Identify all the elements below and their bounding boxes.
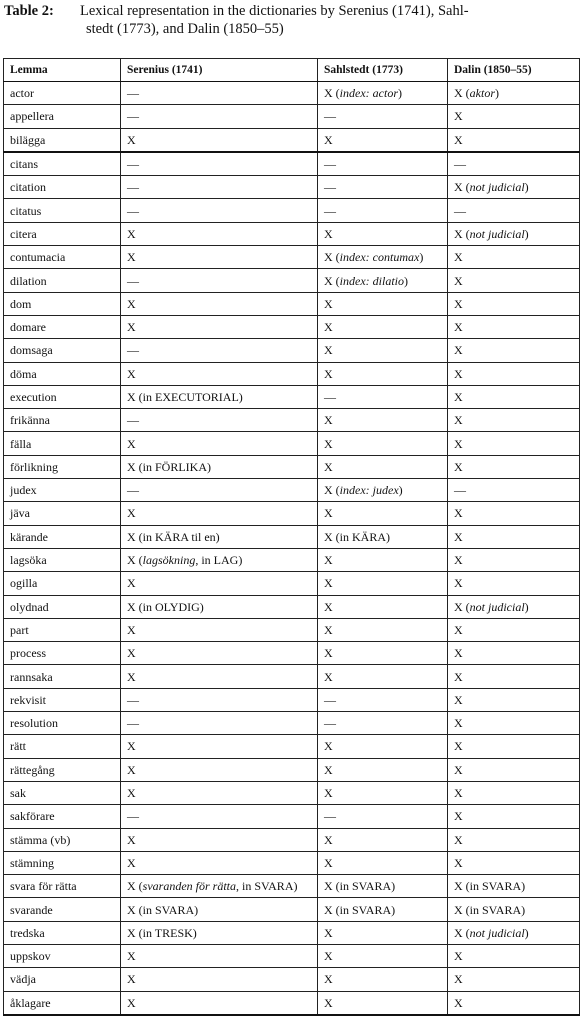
table-row — [4, 828, 580, 851]
table-row — [4, 921, 580, 944]
sahlstedt-cell: X — [318, 409, 448, 432]
dalin-cell: X — [448, 572, 580, 595]
lemma-cell: bilägga — [4, 128, 121, 152]
sahlstedt-cell: — — [318, 805, 448, 828]
dalin-cell: X — [448, 944, 580, 967]
header-dalin: Dalin (1850–55) — [448, 59, 580, 82]
lemma-cell: olydnad — [4, 595, 121, 618]
lemma-cell: kärande — [4, 525, 121, 548]
table-body — [4, 82, 580, 1015]
table-row — [4, 432, 580, 455]
serenius-cell: X — [121, 432, 318, 455]
dalin-cell: X — [448, 548, 580, 571]
header-serenius: Serenius (1741) — [121, 59, 318, 82]
lemma-cell: domsaga — [4, 339, 121, 362]
lemma-cell: execution — [4, 385, 121, 408]
dalin-cell: X — [448, 758, 580, 781]
sahlstedt-cell: X — [318, 991, 448, 1015]
lemma-cell: förlikning — [4, 455, 121, 478]
lemma-cell: citera — [4, 222, 121, 245]
dalin-cell: X (in SVARA) — [448, 898, 580, 921]
lemma-cell: sakförare — [4, 805, 121, 828]
table-row — [4, 898, 580, 921]
table-row — [4, 128, 580, 152]
serenius-cell: X — [121, 828, 318, 851]
dalin-cell: X — [448, 828, 580, 851]
lemma-cell: fälla — [4, 432, 121, 455]
serenius-cell: X — [121, 968, 318, 991]
lemma-cell: ogilla — [4, 572, 121, 595]
table-row — [4, 851, 580, 874]
table-row — [4, 548, 580, 571]
dalin-cell: X — [448, 525, 580, 548]
dalin-cell: X (not judicial) — [448, 176, 580, 199]
table-row — [4, 968, 580, 991]
sahlstedt-cell: X — [318, 432, 448, 455]
lemma-cell: döma — [4, 362, 121, 385]
table-header-row — [4, 59, 580, 82]
lemma-cell: rannsaka — [4, 665, 121, 688]
sahlstedt-cell: — — [318, 176, 448, 199]
serenius-cell: — — [121, 339, 318, 362]
dalin-cell: X — [448, 688, 580, 711]
table-row — [4, 152, 580, 176]
dalin-cell: X — [448, 385, 580, 408]
sahlstedt-cell: X — [318, 735, 448, 758]
dalin-cell: X — [448, 128, 580, 152]
lemma-cell: vädja — [4, 968, 121, 991]
serenius-cell: X — [121, 618, 318, 641]
table-row — [4, 991, 580, 1015]
serenius-cell: X — [121, 735, 318, 758]
table-row — [4, 735, 580, 758]
sahlstedt-cell: X — [318, 455, 448, 478]
sahlstedt-cell: X — [318, 665, 448, 688]
sahlstedt-cell: — — [318, 712, 448, 735]
table-caption — [4, 2, 578, 38]
sahlstedt-cell: — — [318, 688, 448, 711]
header-sahlstedt: Sahlstedt (1773) — [318, 59, 448, 82]
sahlstedt-cell: X — [318, 315, 448, 338]
lemma-cell: stämning — [4, 851, 121, 874]
sahlstedt-cell: X — [318, 851, 448, 874]
table-row — [4, 712, 580, 735]
table-row — [4, 479, 580, 502]
dalin-cell: — — [448, 152, 580, 176]
sahlstedt-cell: X (in KÄRA) — [318, 525, 448, 548]
lemma-cell: part — [4, 618, 121, 641]
table-row — [4, 642, 580, 665]
sahlstedt-cell: X (index: judex) — [318, 479, 448, 502]
sahlstedt-cell: X — [318, 548, 448, 571]
serenius-cell: X — [121, 128, 318, 152]
table-row — [4, 339, 580, 362]
serenius-cell: — — [121, 712, 318, 735]
serenius-cell: X — [121, 502, 318, 525]
serenius-cell: — — [121, 688, 318, 711]
lemma-cell: citatus — [4, 199, 121, 222]
sahlstedt-cell: X — [318, 502, 448, 525]
serenius-cell: — — [121, 409, 318, 432]
lemma-cell: domare — [4, 315, 121, 338]
lemma-cell: citation — [4, 176, 121, 199]
table-row — [4, 944, 580, 967]
serenius-cell: X (svaranden för rätta, in SVARA) — [121, 875, 318, 898]
serenius-cell: X (in KÄRA til en) — [121, 525, 318, 548]
lemma-cell: citans — [4, 152, 121, 176]
serenius-cell: — — [121, 199, 318, 222]
lemma-cell: svara för rätta — [4, 875, 121, 898]
lemma-cell: lagsöka — [4, 548, 121, 571]
dalin-cell: X — [448, 455, 580, 478]
sahlstedt-cell: X (index: actor) — [318, 82, 448, 105]
lemma-cell: jäva — [4, 502, 121, 525]
dalin-cell: X — [448, 665, 580, 688]
table-row — [4, 875, 580, 898]
serenius-cell: — — [121, 82, 318, 105]
table-row — [4, 781, 580, 804]
dalin-cell: X — [448, 642, 580, 665]
dalin-cell: X — [448, 362, 580, 385]
serenius-cell: X — [121, 642, 318, 665]
lemma-cell: dilation — [4, 269, 121, 292]
serenius-cell: X — [121, 292, 318, 315]
table-row — [4, 315, 580, 338]
lexical-table — [3, 58, 580, 1016]
table-row — [4, 176, 580, 199]
table-row — [4, 82, 580, 105]
table-row — [4, 758, 580, 781]
lemma-cell: actor — [4, 82, 121, 105]
table-row — [4, 385, 580, 408]
lemma-cell: åklagare — [4, 991, 121, 1015]
sahlstedt-cell: X — [318, 128, 448, 152]
sahlstedt-cell: X — [318, 828, 448, 851]
lemma-cell: resolution — [4, 712, 121, 735]
header-lemma: Lemma — [4, 59, 121, 82]
serenius-cell: — — [121, 152, 318, 176]
caption-label: Table 2: — [4, 3, 54, 19]
dalin-cell: X (not judicial) — [448, 222, 580, 245]
serenius-cell: X (in TRESK) — [121, 921, 318, 944]
sahlstedt-cell: — — [318, 105, 448, 128]
sahlstedt-cell: X — [318, 642, 448, 665]
sahlstedt-cell: X — [318, 222, 448, 245]
dalin-cell: X — [448, 851, 580, 874]
dalin-cell: X — [448, 105, 580, 128]
lemma-cell: appellera — [4, 105, 121, 128]
dalin-cell: X — [448, 269, 580, 292]
serenius-cell: X (lagsökning, in LAG) — [121, 548, 318, 571]
dalin-cell: X — [448, 432, 580, 455]
sahlstedt-cell: X — [318, 758, 448, 781]
dalin-cell: X (not judicial) — [448, 921, 580, 944]
dalin-cell: X — [448, 968, 580, 991]
sahlstedt-cell: X (index: contumax) — [318, 246, 448, 269]
sahlstedt-cell: — — [318, 152, 448, 176]
table-row — [4, 688, 580, 711]
serenius-cell: X (in FÖRLIKA) — [121, 455, 318, 478]
serenius-cell: X — [121, 944, 318, 967]
dalin-cell: X (aktor) — [448, 82, 580, 105]
table-row — [4, 805, 580, 828]
table-row — [4, 455, 580, 478]
serenius-cell: X — [121, 781, 318, 804]
sahlstedt-cell: X (index: dilatio) — [318, 269, 448, 292]
lemma-cell: frikänna — [4, 409, 121, 432]
serenius-cell: — — [121, 479, 318, 502]
lemma-cell: rekvisit — [4, 688, 121, 711]
lemma-cell: sak — [4, 781, 121, 804]
table-row — [4, 269, 580, 292]
caption-text-line1: Lexical representation in the dictionaries by Serenius (1741), Sahl- — [80, 3, 469, 19]
sahlstedt-cell: X (in SVARA) — [318, 898, 448, 921]
dalin-cell: X (in SVARA) — [448, 875, 580, 898]
dalin-cell: X — [448, 246, 580, 269]
table-row — [4, 246, 580, 269]
serenius-cell: — — [121, 105, 318, 128]
sahlstedt-cell: X — [318, 572, 448, 595]
lemma-cell: process — [4, 642, 121, 665]
lemma-cell: dom — [4, 292, 121, 315]
dalin-cell: — — [448, 479, 580, 502]
table-row — [4, 292, 580, 315]
lemma-cell: rätt — [4, 735, 121, 758]
lemma-cell: contumacia — [4, 246, 121, 269]
serenius-cell: X — [121, 572, 318, 595]
dalin-cell: X — [448, 618, 580, 641]
serenius-cell: X (in SVARA) — [121, 898, 318, 921]
lemma-cell: stämma (vb) — [4, 828, 121, 851]
dalin-cell: X — [448, 735, 580, 758]
table-row — [4, 409, 580, 432]
lemma-cell: judex — [4, 479, 121, 502]
serenius-cell: X — [121, 222, 318, 245]
serenius-cell: X — [121, 758, 318, 781]
dalin-cell: X — [448, 339, 580, 362]
serenius-cell: X — [121, 851, 318, 874]
serenius-cell: X — [121, 665, 318, 688]
serenius-cell: X (in OLYDIG) — [121, 595, 318, 618]
sahlstedt-cell: X — [318, 292, 448, 315]
serenius-cell: X — [121, 991, 318, 1015]
table-row — [4, 595, 580, 618]
sahlstedt-cell: — — [318, 385, 448, 408]
dalin-cell: X — [448, 712, 580, 735]
sahlstedt-cell: X (in SVARA) — [318, 875, 448, 898]
serenius-cell: X — [121, 362, 318, 385]
sahlstedt-cell: X — [318, 944, 448, 967]
serenius-cell: — — [121, 805, 318, 828]
serenius-cell: X — [121, 315, 318, 338]
dalin-cell: X — [448, 502, 580, 525]
serenius-cell: — — [121, 176, 318, 199]
table-row — [4, 222, 580, 245]
sahlstedt-cell: — — [318, 199, 448, 222]
table-row — [4, 199, 580, 222]
lemma-cell: rättegång — [4, 758, 121, 781]
sahlstedt-cell: X — [318, 362, 448, 385]
caption-text-line2: stedt (1773), and Dalin (1850–55) — [86, 21, 284, 37]
dalin-cell: X — [448, 409, 580, 432]
dalin-cell: X — [448, 991, 580, 1015]
dalin-cell: X — [448, 315, 580, 338]
sahlstedt-cell: X — [318, 339, 448, 362]
table-row — [4, 362, 580, 385]
table-row — [4, 665, 580, 688]
serenius-cell: X — [121, 246, 318, 269]
lemma-cell: svarande — [4, 898, 121, 921]
sahlstedt-cell: X — [318, 595, 448, 618]
table-row — [4, 572, 580, 595]
dalin-cell: X — [448, 292, 580, 315]
dalin-cell: — — [448, 199, 580, 222]
table-row — [4, 502, 580, 525]
sahlstedt-cell: X — [318, 921, 448, 944]
lemma-cell: uppskov — [4, 944, 121, 967]
serenius-cell: X (in EXECUTORIAL) — [121, 385, 318, 408]
table-row — [4, 105, 580, 128]
lemma-cell: tredska — [4, 921, 121, 944]
dalin-cell: X (not judicial) — [448, 595, 580, 618]
dalin-cell: X — [448, 781, 580, 804]
sahlstedt-cell: X — [318, 618, 448, 641]
table-row — [4, 618, 580, 641]
dalin-cell: X — [448, 805, 580, 828]
table-row — [4, 525, 580, 548]
serenius-cell: — — [121, 269, 318, 292]
sahlstedt-cell: X — [318, 968, 448, 991]
sahlstedt-cell: X — [318, 781, 448, 804]
